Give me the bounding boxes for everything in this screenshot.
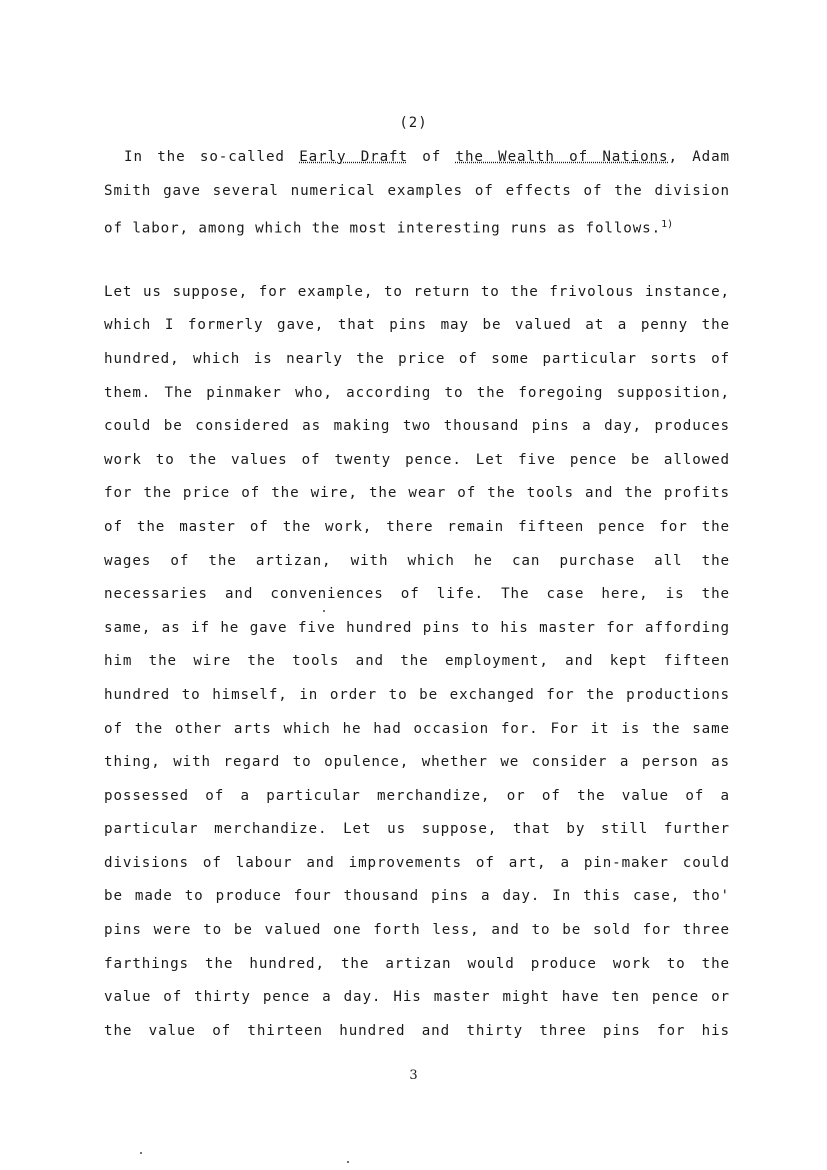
intro-line-1 <box>104 148 730 182</box>
quote-line: same, as if he gave five hundred pins to his master for affording <box>104 619 730 636</box>
quote-line: wages of the artizan, with which he can purchase all the <box>104 552 730 569</box>
intro-text: of labor, among which the most interesting runs as follows. <box>104 220 662 237</box>
quote-line: hundred, which is nearly the price of some particular sorts of <box>104 350 730 367</box>
body-text <box>104 148 730 1055</box>
intro-text: In the so-called <box>124 149 300 165</box>
scan-speck <box>347 1161 349 1163</box>
page-heading: (2) <box>399 115 428 131</box>
intro-line-3 <box>104 215 730 249</box>
scan-speck <box>140 1152 142 1154</box>
quote-line: value of thirty pence a day. His master might have ten pence or <box>104 989 730 1006</box>
scan-speck <box>323 610 325 612</box>
quote-line: farthings the hundred, the artizan would produce work to the <box>104 955 730 972</box>
quote-line: divisions of labour and improvements of art, a pin-maker could <box>104 854 730 871</box>
quote-line: thing, with regard to opulence, whether we consider a person as <box>104 754 730 771</box>
page-number: 3 <box>409 1068 418 1083</box>
intro-line-2: Smith gave several numerical examples of effects of the division <box>104 182 730 199</box>
quote-line: them. The pinmaker who, according to the foregoing supposition, <box>104 384 730 401</box>
intro-text: of <box>407 149 456 165</box>
quote-line: pins were to be valued one forth less, and to be sold for three <box>104 922 730 939</box>
footnote-marker: 1) <box>661 219 674 231</box>
quote-line: be made to produce four thousand pins a day. In this case, tho' <box>104 888 730 905</box>
quote-line: possessed of a particular merchandize, or of the value of a <box>104 787 730 804</box>
quote-line: the value of thirteen hundred and thirty three pins for his <box>104 1022 730 1039</box>
quote-line: particular merchandize. Let us suppose, that by still further <box>104 821 730 838</box>
quote-line: for the price of the wire, the wear of the tools and the profits <box>104 485 730 502</box>
quote-line: of the master of the work, there remain fifteen pence for the <box>104 518 730 535</box>
paragraph-gap <box>104 249 730 283</box>
quote-line: work to the values of twenty pence. Let five pence be allowed <box>104 451 730 468</box>
intro-text: , Adam <box>668 149 730 165</box>
quote-line: of the other arts which he had occasion for. For it is the same <box>104 720 730 737</box>
book-title-wealth-of-nations: the Wealth of Nations <box>455 149 669 165</box>
quote-line: could be considered as making two thousand pins a day, produces <box>104 418 730 435</box>
quote-line: him the wire the tools and the employment, and kept fifteen <box>104 653 730 670</box>
book-title-early-draft: Early Draft <box>299 149 408 165</box>
quote-line: hundred to himself, in order to be exchanged for the productions <box>104 686 730 703</box>
quote-line: necessaries and conveniences of life. The case here, is the <box>104 586 730 603</box>
quote-line: Let us suppose, for example, to return to the frivolous instance, <box>104 283 730 300</box>
quote-line: which I formerly gave, that pins may be valued at a penny the <box>104 317 730 334</box>
